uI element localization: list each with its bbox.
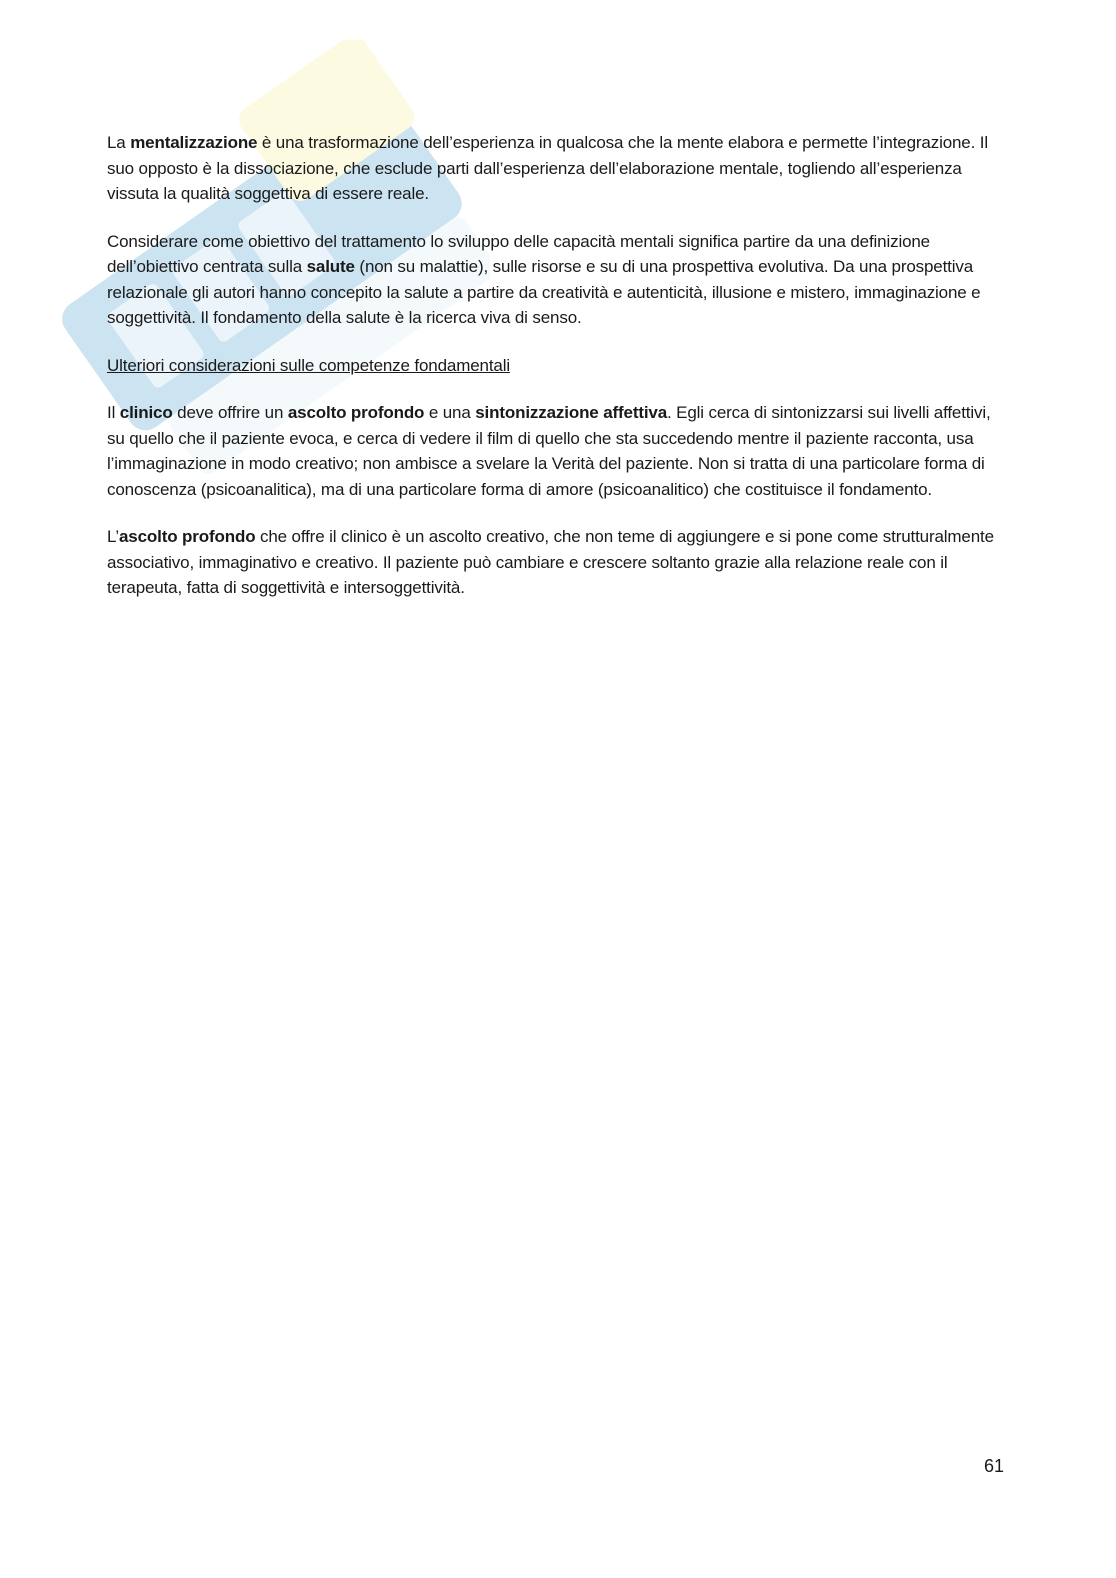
document-body [107,130,1012,623]
text-segment: che offre il clinico è un ascolto creativo, che non teme di aggiungere e si pone come strutturalmente associativo, immaginativo e creativo. Il paziente può cambiare e crescere soltanto grazie alla relazione reale con il terapeuta, fatta di soggettività e intersoggettività. [107,527,994,597]
section-heading: Ulteriori considerazioni sulle competenze fondamentali [107,355,510,375]
text-segment: (non su malattie), sulle risorse e su di una prospettiva evolutiva. Da una prospettiva relazionale gli autori hanno concepito la salute a partire da creatività e autenticità, illusione e mistero, immaginazione e soggettività. Il fondamento della salute è la ricerca viva di senso. [107,257,981,327]
text-segment: è una trasformazione dell’esperienza in qualcosa che la mente elabora e permette l’integrazione. Il suo opposto è la dissociazione, che esclude parti dall’esperienza dell’elaborazione mentale, togliendo all’esperienza vissuta la qualità soggettiva di essere reale. [107,133,988,203]
text-segment: La [107,133,131,152]
text-segment: e una [424,403,476,422]
bold-term: ascolto profondo [287,403,425,422]
text-segment: Considerare come obiettivo del trattamento lo sviluppo delle capacità mentali significa partire da una definizione dell’obiettivo centrata sulla [107,231,930,276]
paragraph-mentalizzazione [107,130,1012,207]
text-segment: . Egli cerca di sintonizzarsi sui livelli affettivi, su quello che il paziente evoca, e cerca di vedere il film di quello che sta succedendo mentre il paziente racconta, usa l’immaginazione in modo creativo; non ambisce a svelare la Verità del paziente. Non si tratta di una particolare forma di conoscenza (psicoanalitica), ma di una particolare forma di amore (psicoanalitico) che costituisce il fondamento. [107,403,991,499]
page-number: 61 [983,1456,1004,1476]
bold-term: ascolto profondo [119,527,256,546]
text-segment: deve offrire un [172,403,288,422]
bold-term: sintonizzazione affettiva [475,403,668,422]
text-segment: Il [107,403,120,422]
paragraph-salute [107,229,1012,331]
paragraph-ascolto-profondo [107,524,1012,601]
bold-term: clinico [119,403,173,422]
paragraph-clinico [107,400,1012,502]
bold-term: mentalizzazione [130,133,258,152]
text-segment: L’ [107,527,119,546]
bold-term: salute [306,257,355,276]
